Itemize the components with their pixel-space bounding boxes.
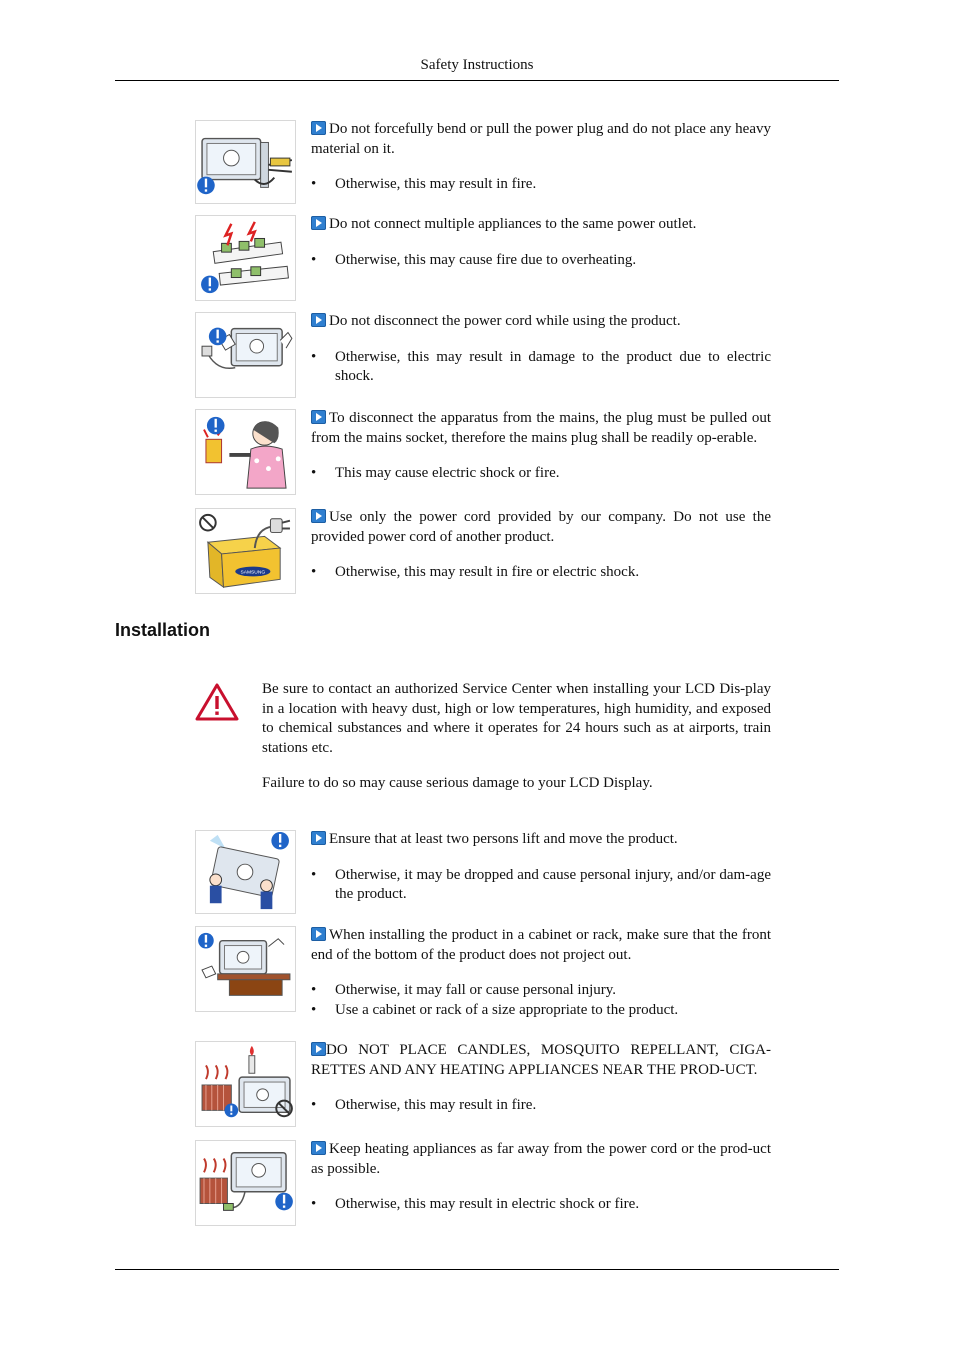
item-text: When installing the product in a cabinet or rack, make sure that the front end of the bottom of the product does not project out. (311, 927, 771, 963)
note-marker-icon (311, 927, 326, 941)
note-marker-icon (311, 831, 326, 845)
bullet-text: Otherwise, this may result in fire. (335, 176, 537, 192)
section-title-installation: Installation (115, 620, 211, 640)
bullet-text: Otherwise, this may result in fire. (335, 1097, 537, 1113)
overloaded-outlet-icon (195, 215, 296, 301)
header-rule (115, 80, 839, 81)
bullet-text: Otherwise, it may be dropped and cause personal injury, and/or dam-age the product. (335, 866, 771, 902)
box-brand-label: SAMSUNG (240, 570, 266, 576)
item-text: Ensure that at least two persons lift and move the product. (329, 831, 678, 847)
note-marker-icon (311, 509, 326, 523)
bullet-text: Otherwise, this may cause fire due to overheating. (335, 251, 637, 268)
page-header: Safety Instructions (420, 57, 534, 73)
footer-rule (115, 1269, 839, 1270)
caution-text: Be sure to contact an authorized Service Center when installing your LCD Dis-play in a location with heavy dust, high or low temperatures, high humidity, and exposed to chemical substances and where it operates for 24 hours such as at airports, train stations etc. (262, 681, 771, 756)
caution-text: Failure to do so may cause serious damage to your LCD Display. (262, 775, 653, 791)
power-plug-bent-icon (195, 120, 296, 204)
caution-triangle-icon (195, 682, 239, 722)
item-text: To disconnect the apparatus from the mains, the plug must be pulled out from the mains socket, therefore the mains plug shall be readily op-erable. (311, 410, 771, 446)
woman-unplugging-icon (195, 409, 296, 495)
two-persons-lift-icon (195, 830, 296, 914)
item-text: DO NOT PLACE CANDLES, MOSQUITO REPELLANT, CIGA-RETTES AND ANY HEATING APPLIANCES NEAR THE PROD-UCT. (311, 1042, 771, 1078)
note-marker-icon (311, 410, 326, 424)
bullet-text: Use a cabinet or rack of a size appropriate to the product. (335, 1001, 679, 1018)
item-text: Do not connect multiple appliances to the same power outlet. (329, 216, 697, 232)
item-text: Do not disconnect the power cord while using the product. (329, 313, 681, 329)
cabinet-edge-icon (195, 926, 296, 1012)
unplug-while-on-icon (195, 312, 296, 398)
heater-cord-icon (195, 1140, 296, 1226)
item-text: Do not forcefully bend or pull the power plug and do not place any heavy material on it. (311, 121, 771, 157)
note-marker-icon (311, 1042, 326, 1056)
candle-heater-icon (195, 1041, 296, 1127)
item-text: Use only the power cord provided by our company. Do not use the provided power cord of another product. (311, 509, 771, 545)
bullet-text: Otherwise, this may result in fire or electric shock. (335, 564, 640, 580)
bullet-text: This may cause electric shock or fire. (335, 465, 560, 481)
note-marker-icon (311, 313, 326, 327)
bullet-text: Otherwise, it may fall or cause personal injury. (335, 982, 617, 998)
bullet-text: Otherwise, this may result in damage to the product due to electric shock. (335, 348, 771, 384)
note-marker-icon (311, 1141, 326, 1155)
item-text: Keep heating appliances as far away from the power cord or the prod-uct as possible. (311, 1141, 771, 1177)
note-marker-icon (311, 216, 326, 230)
bullet-text: Otherwise, this may result in electric shock or fire. (335, 1196, 640, 1212)
note-marker-icon (311, 121, 326, 135)
samsung-box-cord-icon (195, 508, 296, 594)
